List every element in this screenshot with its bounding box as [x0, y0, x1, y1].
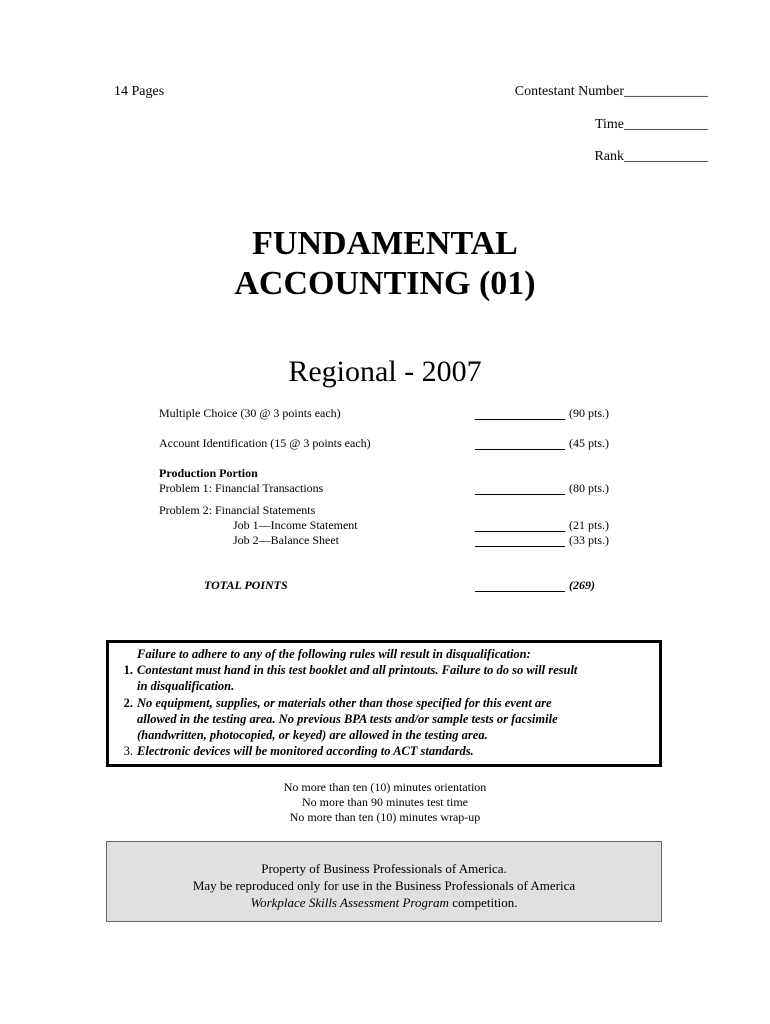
- time-blank: ____________: [624, 117, 708, 132]
- contestant-number-field: [515, 84, 708, 100]
- contestant-number-label: Contestant Number: [514, 84, 624, 99]
- rule-number: 2.: [123, 695, 133, 710]
- rules-intro: Failure to adhere to any of the following rules will result in disqualification:: [137, 647, 531, 661]
- rule-text: No equipment, supplies, or materials other than those specified for this event are: [137, 695, 552, 710]
- rule-text: Contestant must hand in this test booklet and all printouts. Failure to do so will result: [137, 663, 578, 678]
- job-1-label: Job 1—Income Statement: [233, 518, 358, 532]
- time-notes: [0, 780, 770, 825]
- multiple-choice-points: (90 pts.): [569, 406, 609, 420]
- account-id-label: Account Identification (15 @ 3 points each): [159, 436, 371, 450]
- rule-item-2: [109, 695, 659, 744]
- job-1-points: (21 pts.): [569, 518, 609, 532]
- title-line-2: ACCOUNTING (01): [234, 265, 536, 302]
- time-field: [595, 117, 708, 133]
- problem-2-label: Problem 2: Financial Statements: [159, 503, 316, 517]
- account-id-blank: [475, 437, 565, 450]
- subtitle: Regional - 2007: [288, 355, 482, 388]
- time-note: No more than ten (10) minutes wrap-up: [289, 810, 481, 824]
- rule-text: (handwritten, photocopied, or keyed) are allowed in the testing area.: [137, 728, 488, 743]
- program-name: Workplace Skills Assessment Program: [250, 895, 449, 910]
- rule-number: 3.: [123, 744, 133, 759]
- account-id-points: (45 pts.): [569, 436, 609, 450]
- job-2-points: (33 pts.): [569, 533, 609, 547]
- rank-blank: ____________: [624, 149, 708, 164]
- total-points-value: (269): [569, 578, 595, 592]
- multiple-choice-label: Multiple Choice (30 @ 3 points each): [159, 406, 341, 420]
- time-note: No more than 90 minutes test time: [302, 795, 468, 809]
- property-line-3: [107, 894, 661, 911]
- rule-number: 1.: [123, 663, 133, 678]
- rank-field: [594, 149, 708, 165]
- rule-item-3: [109, 743, 659, 759]
- rule-item-1: [109, 662, 659, 694]
- time-label: Time: [594, 117, 624, 132]
- job-1-blank: [475, 519, 565, 532]
- total-points-label: TOTAL POINTS: [204, 578, 288, 592]
- job-2-blank: [475, 534, 565, 547]
- problem-1-blank: [475, 482, 565, 495]
- property-line-2: May be reproduced only for use in the Business Professionals of America: [192, 878, 576, 893]
- contestant-number-blank: ____________: [624, 84, 708, 99]
- disqualification-rules-box: [106, 640, 662, 767]
- property-notice-box: [106, 841, 662, 922]
- rule-text: allowed in the testing area. No previous BPA tests and/or sample tests or facsimile: [137, 711, 558, 726]
- property-line-1: Property of Business Professionals of America.: [261, 861, 507, 876]
- property-line-3-rest: competition.: [448, 895, 518, 910]
- time-note: No more than ten (10) minutes orientation: [283, 780, 487, 794]
- problem-1-points: (80 pts.): [569, 481, 609, 495]
- title-line-1: FUNDAMENTAL: [252, 225, 518, 262]
- job-2-label: Job 2—Balance Sheet: [233, 533, 339, 547]
- page-count: 14 Pages: [114, 84, 165, 99]
- rule-text: in disqualification.: [137, 679, 235, 694]
- rule-text: Electronic devices will be monitored according to ACT standards.: [137, 744, 474, 759]
- rank-label: Rank: [594, 149, 624, 164]
- multiple-choice-blank: [475, 407, 565, 420]
- production-heading: Production Portion: [159, 466, 258, 480]
- total-points-blank: [475, 579, 565, 592]
- problem-1-label: Problem 1: Financial Transactions: [159, 481, 324, 495]
